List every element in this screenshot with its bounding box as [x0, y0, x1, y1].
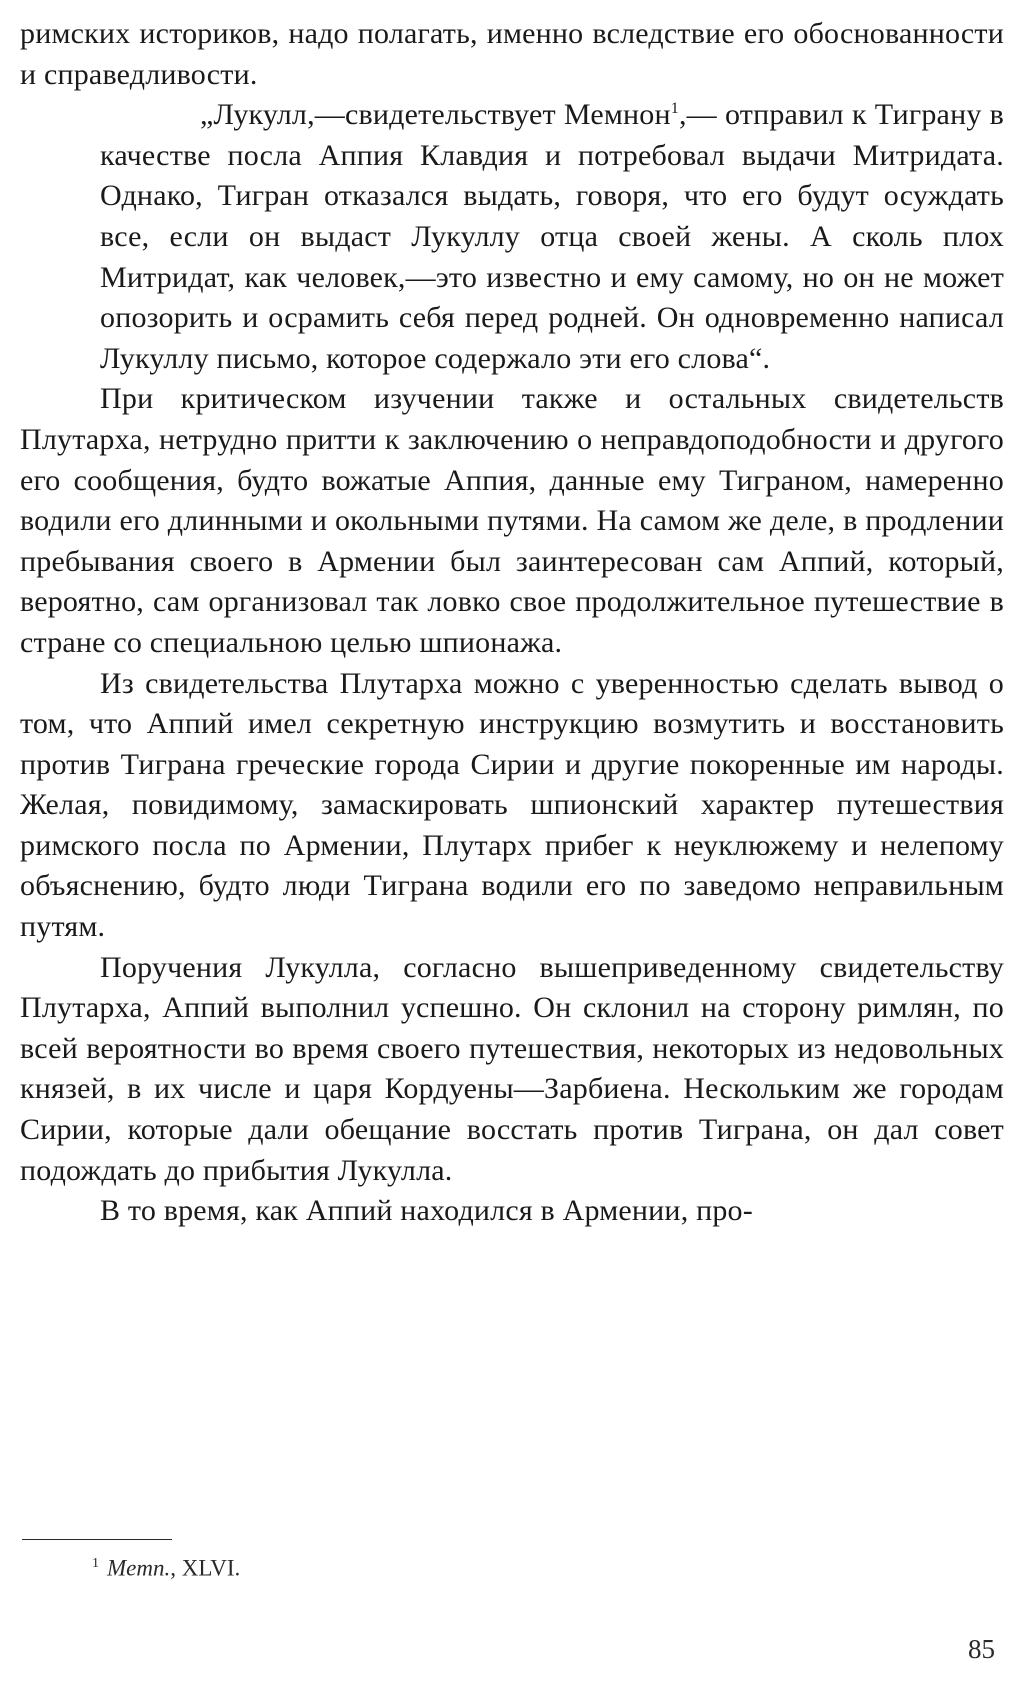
page-number: 85 [968, 1634, 995, 1664]
paragraph-appius-in-armenia: В то время, как Аппий находился в Армении, про- [100, 1194, 753, 1228]
footnote-mark: 1 [92, 1556, 99, 1571]
paragraph-continuation: римских историков, надо полагать, именно вследствие его обоснованности и справедливости. [20, 17, 1004, 91]
footnote-source: Memn. [107, 1555, 171, 1581]
footnote-reference[interactable]: 1 [670, 100, 679, 118]
quote-text-before-note: „Лукулл,—свидетельствует Мемнон [200, 98, 671, 132]
book-page [20, 14, 1004, 1232]
paragraph-plutarch-criticism: При критическом изучении также и остальных свидетельств Плутарха, нетрудно притти к заключению о неправдоподобности и другого его сообщения, будто вожатые Аппия, данные ему Тиграном, намеренно водили его длинными и окольными путями. На самом же деле, в продлении пребывания своего в Армении был заинтересован сам Аппий, который, вероятно, сам организовал так ловко свое продолжительное путешествие в стране со специальною целью шпионажа. [20, 382, 1004, 659]
paragraph-lucullus-errands: Поручения Лукулла, согласно вышеприведенному свидетельству Плутарха, Аппий выполнил успешно. Он склонил на сторону римлян, по всей вероятности во время своего путешествия, некоторых из недовольных князей, в их числе и царя Кордуены—Зарбиена. Нескольким же городам Сирии, которые дали обещание восстать против Тиграна, он дал совет подождать до прибытия Лукулла. [20, 950, 1004, 1187]
footnote-divider [22, 1539, 172, 1540]
quote-text-after-note: ,— отправил к Тиграну в качестве посла Аппия Клавдия и потребовал выдачи Митридата. Однако, Тигран отказался выдать, говоря, что его будут осуждать все, если он выдаст Лукуллу отца своей жены. А сколь плох Митридат, как человек,—это известно и ему самому, но он не может опозорить и осрамить себя перед родней. Он одновременно написал Лукуллу письмо, которое содержало эти его слова“. [100, 98, 1004, 375]
paragraph-appius-instructions: Из свидетельства Плутарха можно с уверенностью сделать вывод о том, что Аппий имел секретную инструкцию возмутить и восстановить против Тиграна греческие города Сирии и другие покоренные им народы. Желая, повидимому, замаскировать шпионский характер путешествия римского посла по Армении, Плутарх прибег к неуклюжему и нелепому объяснению, будто люди Тиграна водили его по заведомо неправильным путям. [20, 666, 1004, 944]
footnote [92, 1550, 240, 1583]
paragraph-quote-memnon [100, 95, 1004, 379]
footnote-location: , XLVI. [170, 1555, 241, 1581]
